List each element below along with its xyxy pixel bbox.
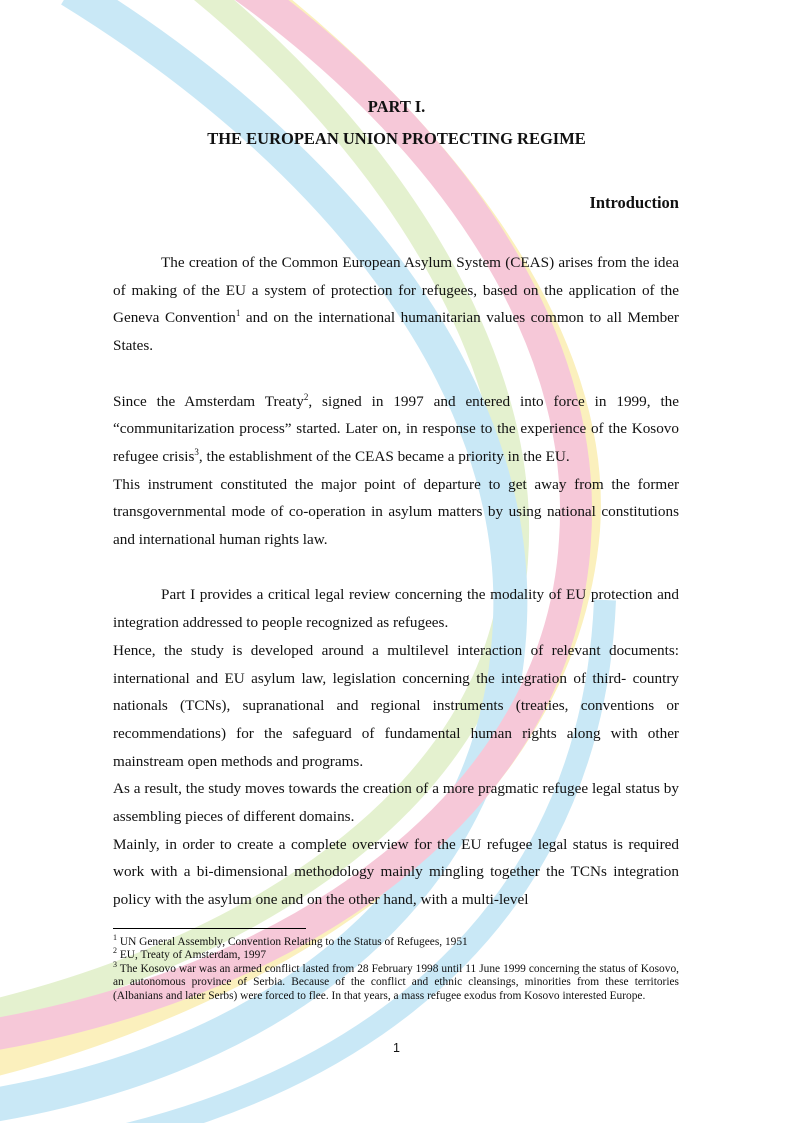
paragraph-3: This instrument constituted the major point of departure to get away from the former transgovernmental mode of co-operation in asylum matters by using national constitutions and international human rights law. <box>113 475 679 549</box>
footnotes <box>113 933 679 1003</box>
page-number: 1 <box>393 1041 400 1055</box>
section-heading: Introduction <box>589 193 679 212</box>
footnote-ref-1[interactable]: 1 <box>235 308 241 319</box>
footnote-2: $^2$ EU, Treaty of Amsterdam, 1997 <box>113 946 267 962</box>
footnote-separator <box>113 928 306 929</box>
part-heading: PART I. <box>367 97 426 116</box>
footnote-ref-3[interactable]: 3 <box>194 446 199 457</box>
paragraph-4: Part I provides a critical legal review concerning the modality of EU protection and integration addressed to people recognized as refugees. <box>113 586 679 632</box>
paragraph-2: Since the Amsterdam Treaty$^2$, signed in 1997 and entered into force in 1999, the “communitarization process” started. Later on, in response to the experience of the Kosovo refugee crisis$^3$, the establishment of the CEAS became a priority in the EU. <box>113 391 679 465</box>
paragraph-1: The creation of the Common European Asylum System (CEAS) arises from the idea of making of the EU a system of protection for refugees, based on the application of the Geneva Convention$^1$ and on the international humanitarian values common to all Member States. <box>113 254 679 355</box>
paragraph-7: Mainly, in order to create a complete overview for the EU refugee legal status is required work with a bi-dimensional methodology mainly mingling together the TCNs integration policy with the asylum one and on the other hand, with a multi-level <box>113 835 679 909</box>
paragraph-6: As a result, the study moves towards the creation of a more pragmatic refugee legal status by assembling pieces of different domains. <box>113 780 679 826</box>
footnote-1: $^1$ UN General Assembly, Convention Relating to the Status of Refugees, 1951 <box>113 933 468 948</box>
body-text <box>113 249 679 914</box>
part-title: THE EUROPEAN UNION PROTECTING REGIME <box>207 129 586 148</box>
footnote-ref-2[interactable]: 2 <box>303 391 309 402</box>
paragraph-5: Hence, the study is developed around a multilevel interaction of relevant documents: international and EU asylum law, legislation concerning the integration of third- country nationals (TCNs), supranational and regional instruments (treaties, conventions or recommendations) for the safeguard of fundamental human rights along with other mainstream open methods and programs. <box>113 641 679 770</box>
footnote-3: $^3$ The Kosovo war was an armed conflict lasted from 28 February 1998 until 11 June 1999 concerning the status of Kosovo, an autonomous province of Serbia. Because of the conflict and ethnic cleansings, minorities from these territories (Albanians and later Serbs) were forced to flee. In that years, a mass refugee exodus from Kosovo interested Europe. <box>113 960 679 1002</box>
